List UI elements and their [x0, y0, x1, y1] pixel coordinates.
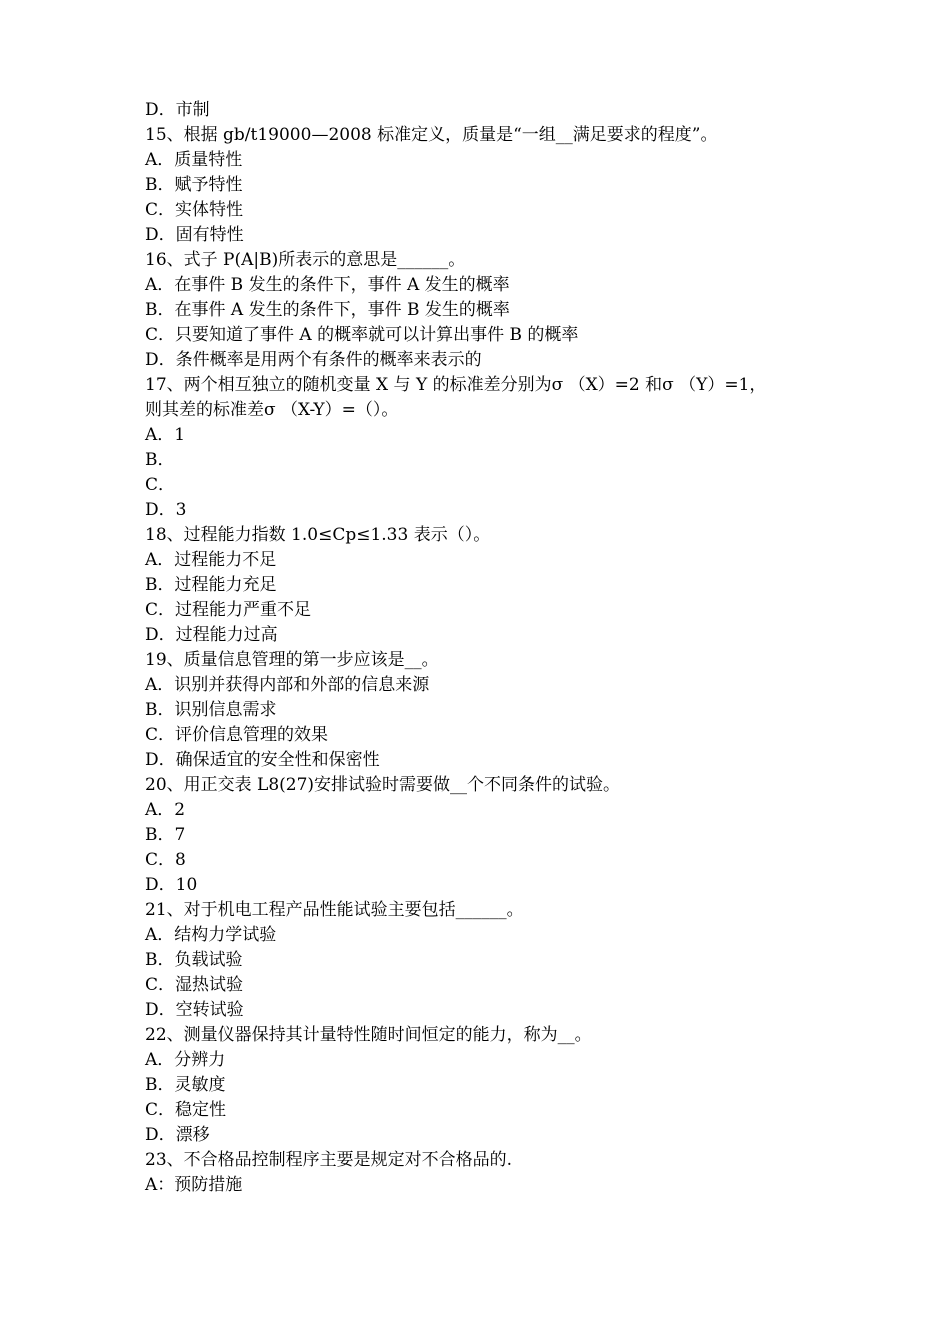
question-line: 20、用正交表 L8(27)安排试验时需要做__个不同条件的试验。 — [145, 775, 621, 795]
option-line: C．稳定性 — [145, 1100, 227, 1120]
option-line: C．8 — [145, 850, 186, 870]
document-body — [145, 98, 825, 1198]
question-line: 22、测量仪器保持其计量特性随时间恒定的能力，称为__。 — [145, 1025, 592, 1045]
option-line: D．确保适宜的安全性和保密性 — [145, 750, 380, 770]
option-line: B．过程能力充足 — [145, 575, 277, 595]
option-line: B． — [145, 450, 175, 470]
option-line: A．2 — [145, 800, 186, 820]
option-line: D．固有特性 — [145, 225, 244, 245]
option-line: A．结构力学试验 — [145, 925, 277, 945]
question-line: 18、过程能力指数 1.0≤Cp≤1.33 表示（）。 — [145, 525, 491, 545]
option-line: A：预防措施 — [145, 1175, 243, 1195]
option-line: A．过程能力不足 — [145, 550, 277, 570]
option-line: C．只要知道了事件 A 的概率就可以计算出事件 B 的概率 — [145, 325, 579, 345]
question-line-continued: 则其差的标准差σ （X-Y）=（）。 — [145, 400, 399, 420]
option-line: D．市制 — [145, 100, 210, 120]
option-line: B．7 — [145, 825, 186, 845]
option-line: B．赋予特性 — [145, 175, 243, 195]
option-line: A．识别并获得内部和外部的信息来源 — [145, 675, 430, 695]
question-line: 23、不合格品控制程序主要是规定对不合格品的. — [145, 1150, 513, 1170]
option-line: C．过程能力严重不足 — [145, 600, 312, 620]
option-line: B．识别信息需求 — [145, 700, 277, 720]
option-line: A．在事件 B 发生的条件下，事件 A 发生的概率 — [145, 275, 510, 295]
option-line: B．灵敏度 — [145, 1075, 226, 1095]
option-line: C．实体特性 — [145, 200, 244, 220]
option-line: D．漂移 — [145, 1125, 210, 1145]
question-line: 17、两个相互独立的随机变量 X 与 Y 的标准差分别为σ （X）=2 和σ （Y）=1， — [145, 375, 767, 395]
question-line: 19、质量信息管理的第一步应该是__。 — [145, 650, 439, 670]
question-line: 16、式子 P(A|B)所表示的意思是______。 — [145, 250, 466, 270]
option-line: D．过程能力过高 — [145, 625, 278, 645]
option-line: B．在事件 A 发生的条件下，事件 B 发生的概率 — [145, 300, 510, 320]
option-line: B．负载试验 — [145, 950, 243, 970]
option-line: D．条件概率是用两个有条件的概率来表示的 — [145, 350, 482, 370]
option-line: C．湿热试验 — [145, 975, 244, 995]
option-line: C．评价信息管理的效果 — [145, 725, 329, 745]
option-line: A．分辨力 — [145, 1050, 226, 1070]
option-line: D．空转试验 — [145, 1000, 244, 1020]
question-line: 15、根据 gb/t19000—2008 标准定义，质量是“一组__满足要求的程度”。 — [145, 125, 718, 145]
question-line: 21、对于机电工程产品性能试验主要包括______。 — [145, 900, 524, 920]
option-line: A．1 — [145, 425, 186, 445]
option-line: C． — [145, 475, 176, 495]
option-line: D．10 — [145, 875, 198, 895]
option-line: D．3 — [145, 500, 187, 520]
option-line: A．质量特性 — [145, 150, 243, 170]
